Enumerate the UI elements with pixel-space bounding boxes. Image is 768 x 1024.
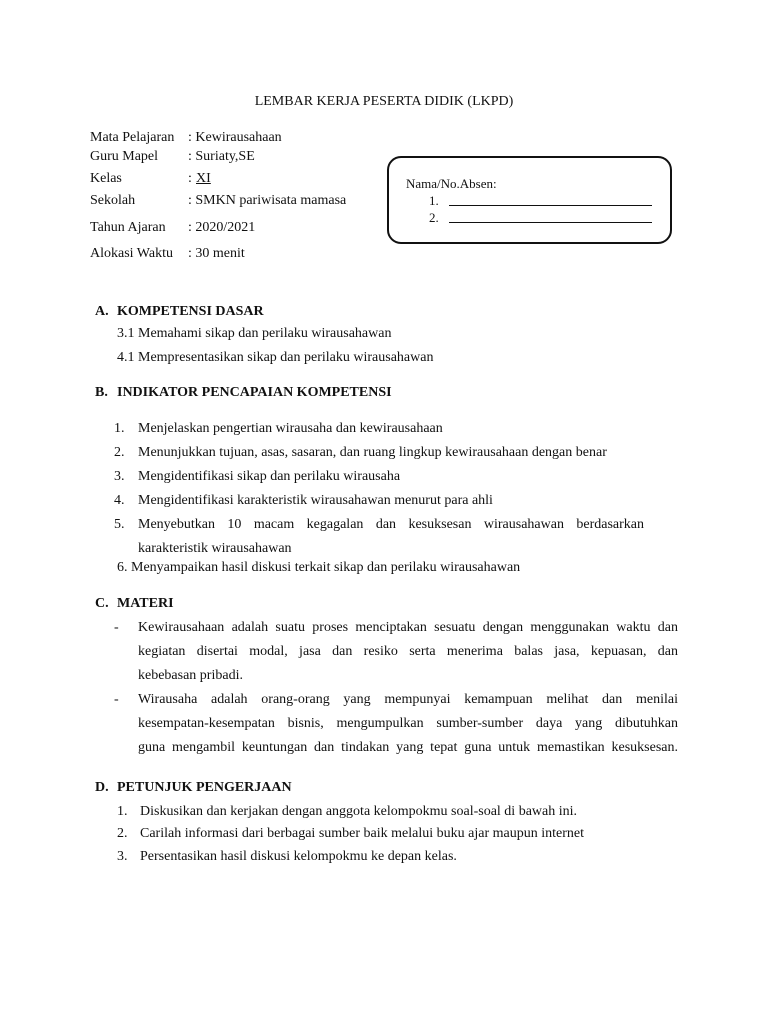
kd-item-2: 4.1 Mempresentasikan sikap dan perilaku wirausahawan (117, 350, 434, 365)
sekolah-label: Sekolah (90, 193, 136, 208)
section-c-title: MATERI (117, 596, 174, 611)
name-line-2[interactable] (449, 222, 652, 223)
section-c-letter: C. (95, 596, 109, 611)
materi-p2-line-2: kesempatan-kesempatan bisnis, mengumpulkan sumber-sumber daya yang dibutuhkan (138, 716, 678, 731)
guru-label: Guru Mapel (90, 149, 159, 164)
page-title: LEMBAR KERJA PESERTA DIDIK (LKPD) (254, 94, 514, 109)
petunjuk-num-3: 3. (117, 849, 128, 864)
name-box (387, 156, 672, 244)
materi-p1-line-3: kebebasan pribadi. (138, 668, 243, 683)
materi-p2-line-3: guna mengambil keuntungan dan tindakan yang tepat guna untuk memastikan kesuksesan. (138, 740, 678, 755)
mata-pelajaran-label: Mata Pelajaran (90, 130, 175, 145)
section-a-heading (95, 305, 264, 319)
mata-pelajaran-value: : Kewirausahaan (188, 130, 282, 145)
ipk-item-2: Menunjukkan tujuan, asas, sasaran, dan ruang lingkup kewirausahaan dengan benar (138, 445, 607, 460)
kelas-value: XI (196, 171, 211, 186)
section-d-letter: D. (95, 780, 109, 795)
petunjuk-num-2: 2. (117, 826, 128, 841)
ipk-item-5-cont: karakteristik wirausahawan (138, 541, 292, 556)
ipk-num-5: 5. (114, 517, 125, 532)
alokasi-label: Alokasi Waktu (90, 246, 173, 261)
petunjuk-item-3: Persentasikan hasil diskusi kelompokmu ke depan kelas. (140, 849, 457, 864)
name-line-1[interactable] (449, 205, 652, 206)
materi-bullet-2: - (114, 692, 119, 707)
alokasi-value: : 30 menit (188, 246, 245, 261)
petunjuk-item-1: Diskusikan dan kerjakan dengan anggota kelompokmu soal-soal di bawah ini. (140, 804, 578, 819)
ipk-item-1: Menjelaskan pengertian wirausaha dan kewirausahaan (138, 421, 443, 436)
kd-item-1: 3.1 Memahami sikap dan perilaku wirausahawan (117, 326, 392, 341)
section-b-title: INDIKATOR PENCAPAIAN KOMPETENSI (117, 385, 392, 400)
name-number-1: 1. (429, 193, 439, 208)
section-c-heading (95, 597, 174, 611)
materi-p1-line-2: kegiatan disertai modal, jasa dan resiko serta menerima balas jasa, kepuasan, dan (138, 644, 678, 659)
section-a-title: KOMPETENSI DASAR (117, 304, 264, 319)
ipk-item-5: Menyebutkan 10 macam kegagalan dan kesuksesan wirausahawan berdasarkan (138, 517, 644, 532)
tahun-value: : 2020/2021 (188, 220, 256, 235)
ipk-item-6: 6. Menyampaikan hasil diskusi terkait sikap dan perilaku wirausahawan (117, 560, 521, 575)
ipk-num-3: 3. (114, 469, 125, 484)
ipk-num-1: 1. (114, 421, 125, 436)
section-a-letter: A. (95, 304, 109, 319)
section-b-heading (95, 386, 392, 400)
guru-value: : Suriaty,SE (188, 149, 255, 164)
materi-p1-line-1: Kewirausahaan adalah suatu proses menciptakan sesuatu dengan menggunakan waktu dan (138, 620, 678, 635)
materi-bullet-1: - (114, 620, 119, 635)
section-d-title: PETUNJUK PENGERJAAN (117, 780, 292, 795)
section-d-heading (95, 781, 292, 795)
name-number-2: 2. (429, 210, 439, 225)
ipk-num-2: 2. (114, 445, 125, 460)
ipk-item-4: Mengidentifikasi karakteristik wirausahawan menurut para ahli (138, 493, 493, 508)
ipk-num-4: 4. (114, 493, 125, 508)
sekolah-value: : SMKN pariwisata mamasa (188, 193, 347, 208)
kelas-label: Kelas (90, 171, 122, 186)
kelas-colon: : (188, 171, 192, 186)
tahun-label: Tahun Ajaran (90, 220, 166, 235)
name-box-label: Nama/No.Absen: (406, 176, 497, 191)
materi-p2-line-1: Wirausaha adalah orang-orang yang mempunyai kemampuan melihat dan menilai (138, 692, 678, 707)
section-b-letter: B. (95, 385, 108, 400)
petunjuk-item-2: Carilah informasi dari berbagai sumber baik melalui buku ajar maupun internet (140, 826, 584, 841)
ipk-item-3: Mengidentifikasi sikap dan perilaku wirausaha (138, 469, 401, 484)
petunjuk-num-1: 1. (117, 804, 128, 819)
